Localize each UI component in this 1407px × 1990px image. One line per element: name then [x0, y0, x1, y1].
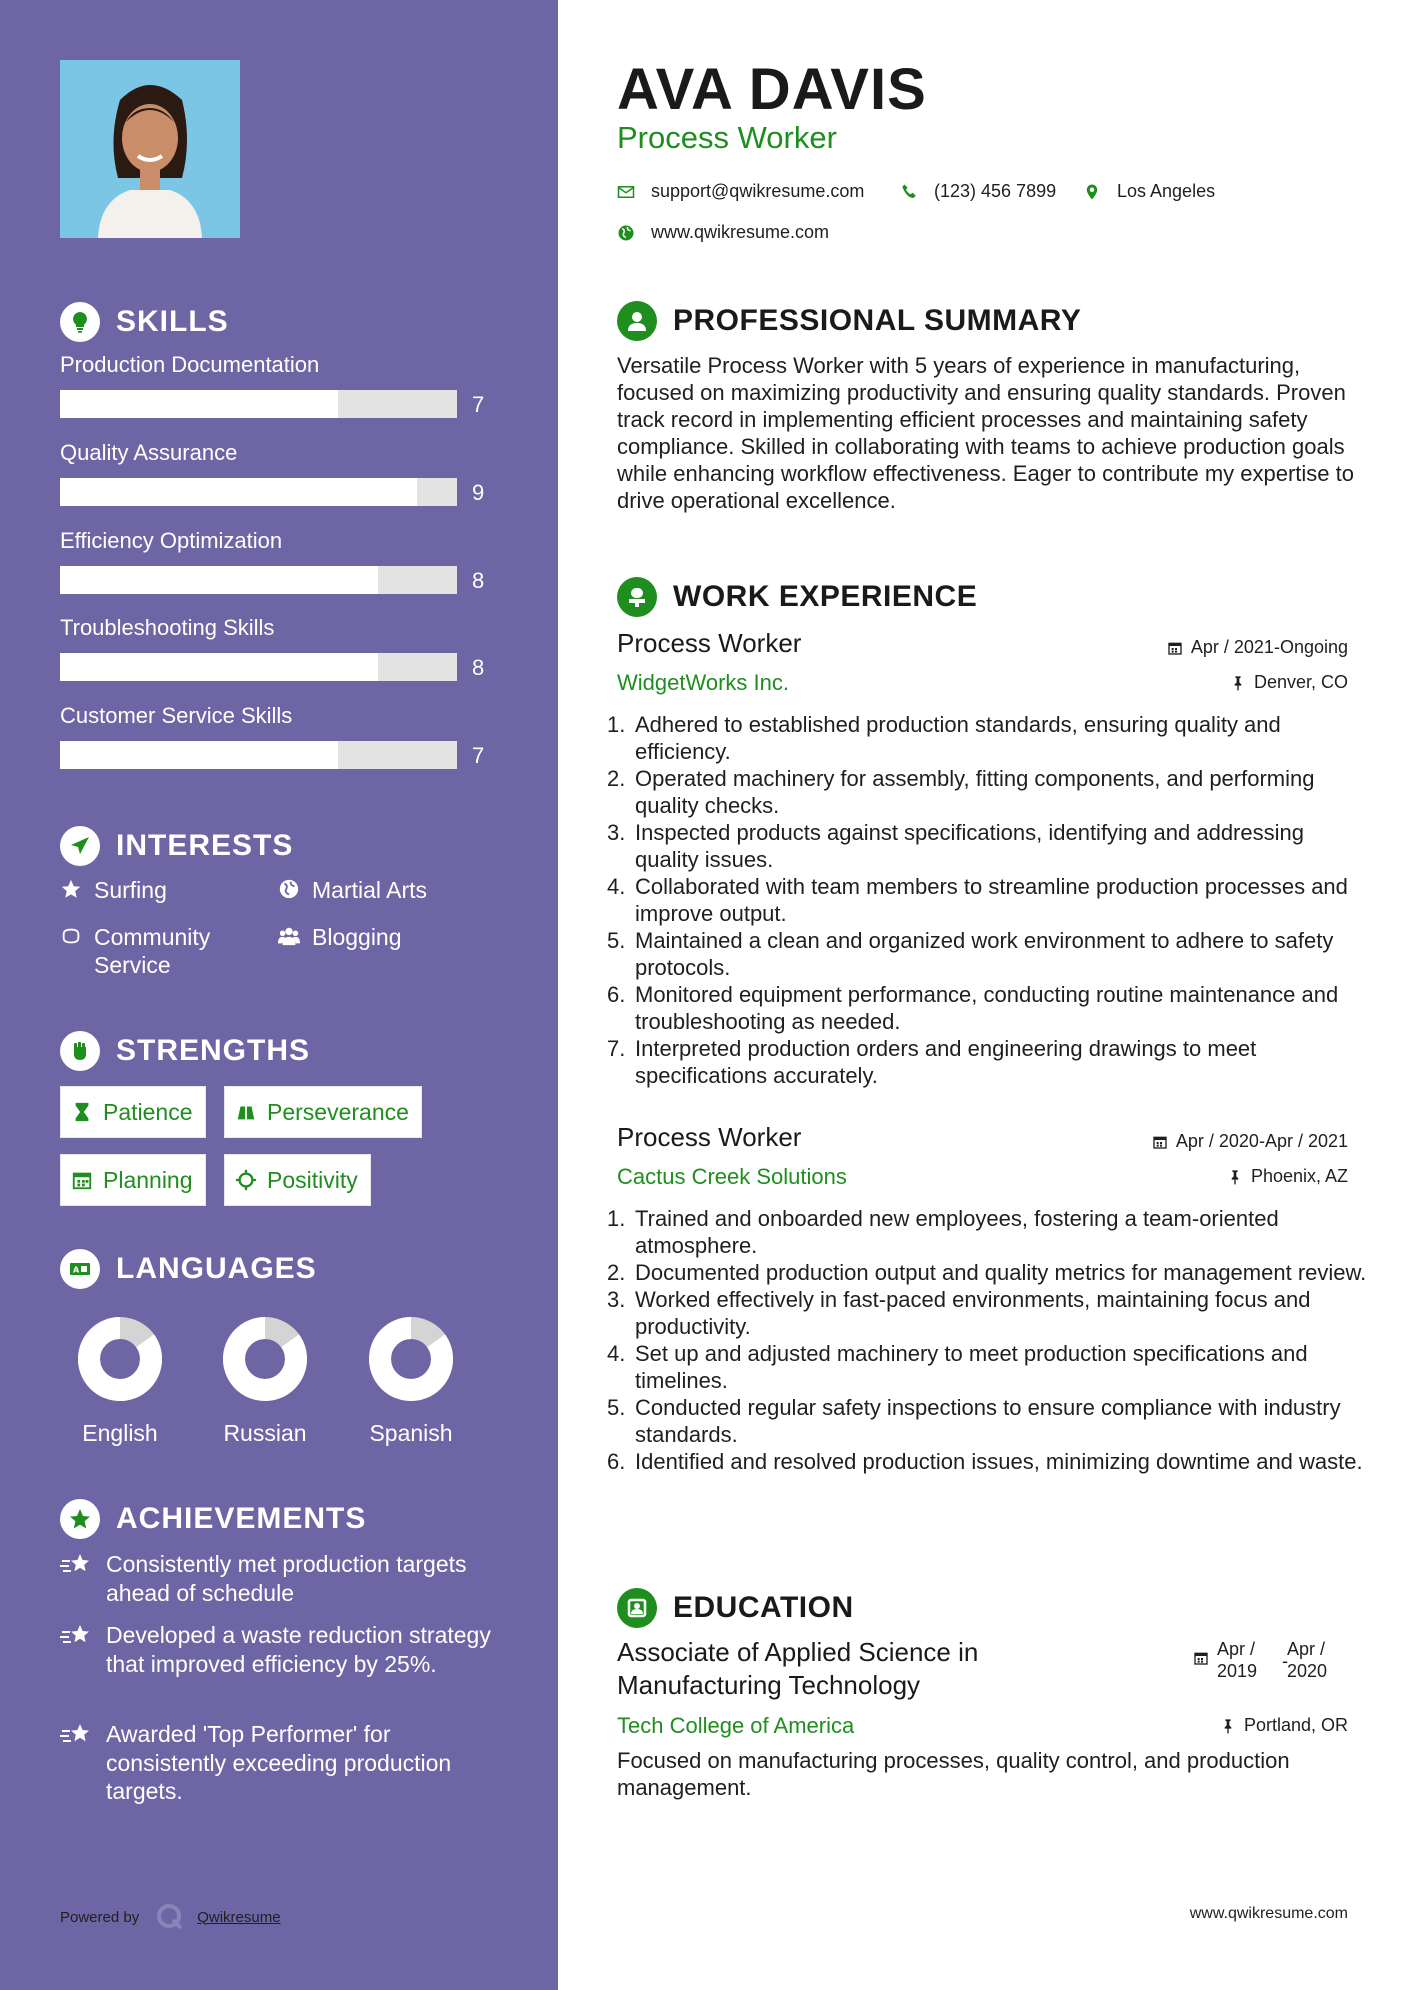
skill-name: Production Documentation	[60, 352, 320, 377]
job-title: Process Worker	[617, 1122, 802, 1152]
shooting-star-icon	[60, 1552, 92, 1578]
duty-item	[607, 1205, 1369, 1259]
skill-bar	[60, 478, 457, 506]
duty-text: Conducted regular safety inspections to ensure compliance with industry standards.	[635, 1395, 1341, 1447]
language-label: English	[82, 1420, 158, 1446]
strength-chip: Patience	[60, 1086, 206, 1138]
language-donut	[368, 1316, 454, 1402]
achievement-item: Developed a waste reduction strategy that improved efficiency by 25%.	[60, 1621, 500, 1678]
education-dates: Apr / 2019 - Apr / 2020	[1193, 1638, 1357, 1682]
duty-item	[607, 927, 1369, 981]
education-school: Tech College of America	[617, 1713, 855, 1738]
skill-bar-fill	[60, 478, 417, 506]
skill-value: 7	[472, 743, 485, 768]
job-duties	[607, 1205, 1369, 1475]
envelope-icon	[617, 183, 635, 201]
duty-item	[607, 819, 1369, 873]
duty-item	[607, 981, 1369, 1035]
paper-plane-icon	[60, 826, 100, 866]
duty-text: Trained and onboarded new employees, fostering a team-oriented atmosphere.	[635, 1206, 1279, 1258]
job-duties	[607, 711, 1369, 1089]
skill-bar	[60, 653, 457, 681]
powered-by: Powered by Qwikresume	[60, 1902, 281, 1932]
duty-text: Set up and adjusted machinery to meet production specifications and timelines.	[635, 1341, 1308, 1393]
interest-item: Surfing	[60, 876, 167, 904]
summary-heading: PROFESSIONAL SUMMARY	[617, 301, 1081, 341]
calendar-icon	[1167, 640, 1183, 656]
duty-number: 2.	[607, 766, 626, 791]
interest-item: Community Service	[60, 923, 230, 979]
duty-number: 6.	[607, 1449, 626, 1474]
language-label: Russian	[223, 1420, 307, 1446]
skill-value: 7	[472, 392, 485, 417]
duty-item	[607, 873, 1369, 927]
calendar-icon	[1152, 1134, 1168, 1150]
pushpin-icon	[1227, 1169, 1243, 1185]
footer-website[interactable]: www.qwikresume.com	[1189, 1905, 1348, 1922]
qwikresume-logo-icon	[155, 1902, 185, 1932]
skills-heading: SKILLS	[60, 302, 229, 342]
candidate-title: Process Worker	[617, 120, 837, 155]
duty-number: 5.	[607, 928, 626, 953]
strength-chip: Perseverance	[224, 1086, 422, 1138]
duty-number: 3.	[607, 820, 626, 845]
duty-number: 1.	[607, 712, 626, 737]
skill-value: 9	[472, 480, 485, 505]
skill-bar	[60, 390, 457, 418]
summary-text: Versatile Process Worker with 5 years of experience in manufacturing, focused on maximizing productivity and ensuring quality standards. Proven track record in implementing efficient processes and maintaining safety compliance. Skilled in collaborating with teams to achieve production goals while enhancing workflow effectiveness. Eager to contribute my expertise to drive operational excellence.	[617, 353, 1354, 513]
duty-number: 4.	[607, 874, 626, 899]
strengths-heading: STRENGTHS	[60, 1031, 310, 1071]
job-dates: Apr / 2020-Apr / 2021	[1152, 1131, 1348, 1152]
job-company: Cactus Creek Solutions	[617, 1164, 847, 1189]
skill-name: Troubleshooting Skills	[60, 615, 275, 640]
interests-heading: INTERESTS	[60, 826, 293, 866]
language-label: Spanish	[369, 1420, 453, 1446]
skill-bar-fill	[60, 566, 378, 594]
duty-text: Adhered to established production standards, ensuring quality and efficiency.	[635, 712, 1281, 764]
briefcase-user-icon	[617, 577, 657, 617]
duty-item	[607, 1035, 1369, 1089]
duty-number: 5.	[607, 1395, 626, 1420]
language-donut	[77, 1316, 163, 1402]
duty-item	[607, 765, 1369, 819]
phone-icon	[900, 183, 918, 201]
fist-icon	[60, 1031, 100, 1071]
job-dates: Apr / 2021-Ongoing	[1167, 637, 1348, 658]
interest-item: Martial Arts	[278, 876, 427, 904]
achievement-item: Consistently met production targets ahead of schedule	[60, 1550, 500, 1607]
calendar-icon	[71, 1169, 93, 1191]
skill-bar-fill	[60, 653, 378, 681]
contact-email[interactable]: support@qwikresume.com	[617, 181, 864, 202]
skill-name: Efficiency Optimization	[60, 528, 283, 553]
strength-chip: Planning	[60, 1154, 206, 1206]
contact-website[interactable]: www.qwikresume.com	[617, 222, 829, 243]
duty-number: 6.	[607, 982, 626, 1007]
duty-text: Documented production output and quality metrics for management review.	[635, 1260, 1367, 1285]
duty-item	[607, 1286, 1369, 1340]
duty-text: Collaborated with team members to streamline production processes and improve output.	[635, 874, 1348, 926]
duty-text: Operated machinery for assembly, fitting components, and performing quality checks.	[635, 766, 1315, 818]
duty-number: 1.	[607, 1206, 626, 1231]
language-icon	[60, 1249, 100, 1289]
skill-bar-fill	[60, 390, 338, 418]
duty-text: Maintained a clean and organized work environment to adhere to safety protocols.	[635, 928, 1334, 980]
qwikresume-link[interactable]: Qwikresume	[197, 1908, 281, 1926]
pushpin-icon	[1230, 675, 1246, 691]
skill-value: 8	[472, 655, 485, 680]
trophy-star-icon	[60, 1499, 100, 1539]
binoculars-icon	[235, 1101, 257, 1123]
duty-number: 2.	[607, 1260, 626, 1285]
languages-heading: A LANGUAGES	[60, 1249, 317, 1289]
skill-name: Customer Service Skills	[60, 703, 293, 728]
duty-number: 3.	[607, 1287, 626, 1312]
duty-item	[607, 711, 1369, 765]
contact-phone[interactable]: (123) 456 7899	[900, 181, 1056, 202]
main-content	[558, 0, 1407, 1990]
education-description: Focused on manufacturing processes, quality control, and production management.	[617, 1748, 1290, 1800]
achievement-item: Awarded 'Top Performer' for consistently exceeding production targets.	[60, 1720, 500, 1806]
duty-text: Inspected products against specifications, identifying and addressing quality issues.	[635, 820, 1304, 872]
user-icon	[617, 301, 657, 341]
duty-text: Worked effectively in fast-paced environments, maintaining focus and productivity.	[635, 1287, 1311, 1339]
contact-location: Los Angeles	[1083, 181, 1215, 202]
star-icon	[60, 878, 82, 900]
duty-item	[607, 1259, 1369, 1286]
strength-chip: Positivity	[224, 1154, 371, 1206]
globe-icon	[617, 224, 635, 242]
duty-text: Identified and resolved production issues, minimizing downtime and waste.	[635, 1449, 1363, 1474]
shooting-star-icon	[60, 1623, 92, 1649]
education-location: Portland, OR	[1220, 1715, 1348, 1736]
calendar-icon	[1193, 1650, 1209, 1666]
sidebar	[0, 0, 558, 1990]
graduation-icon	[617, 1588, 657, 1628]
duty-text: Monitored equipment performance, conducting routine maintenance and troubleshooting as needed.	[635, 982, 1339, 1034]
job-title: Process Worker	[617, 628, 802, 658]
skill-bar	[60, 741, 457, 769]
language-donut	[222, 1316, 308, 1402]
users-icon	[278, 925, 300, 947]
map-marker-icon	[1083, 183, 1101, 201]
duty-item	[607, 1340, 1369, 1394]
profile-photo	[60, 60, 240, 238]
job-location: Denver, CO	[1230, 672, 1348, 693]
hourglass-icon	[71, 1101, 93, 1123]
sun-icon	[235, 1169, 257, 1191]
duty-item	[607, 1394, 1369, 1448]
candidate-name: AVA DAVIS	[617, 57, 927, 122]
svg-text:A: A	[73, 1265, 80, 1275]
interest-item: Blogging	[278, 923, 402, 951]
hand-icon	[60, 925, 82, 947]
skill-bar-fill	[60, 741, 338, 769]
duty-number: 7.	[607, 1036, 626, 1061]
education-heading: EDUCATION	[617, 1588, 854, 1628]
job-location: Phoenix, AZ	[1227, 1166, 1348, 1187]
experience-heading: WORK EXPERIENCE	[617, 577, 977, 617]
skill-bar	[60, 566, 457, 594]
job-company: WidgetWorks Inc.	[617, 670, 789, 695]
skill-value: 8	[472, 568, 485, 593]
duty-text: Interpreted production orders and engineering drawings to meet specifications accurately.	[635, 1036, 1257, 1088]
pushpin-icon	[1220, 1718, 1236, 1734]
duty-number: 4.	[607, 1341, 626, 1366]
duty-item	[607, 1448, 1369, 1475]
shooting-star-icon	[60, 1722, 92, 1748]
skill-name: Quality Assurance	[60, 440, 238, 465]
globe-icon	[278, 878, 300, 900]
achievements-heading: ACHIEVEMENTS	[60, 1499, 366, 1539]
lightbulb-icon	[60, 302, 100, 342]
education-degree: Associate of Applied Science in Manufacturing Technology	[617, 1637, 979, 1700]
